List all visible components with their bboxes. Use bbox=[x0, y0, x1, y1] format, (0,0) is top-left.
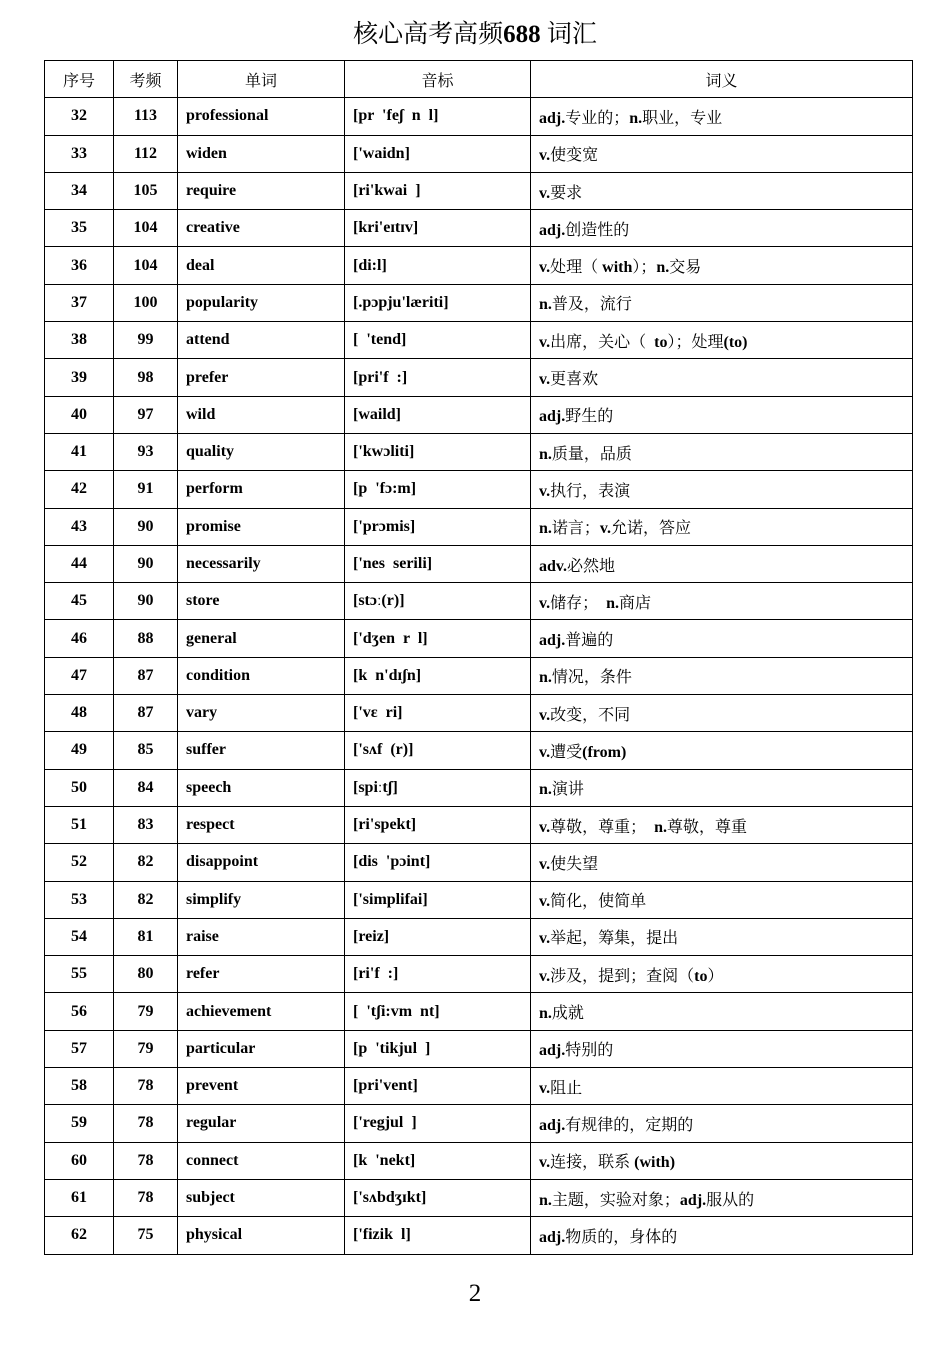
row-phonetic: [.pɔpju'læriti] bbox=[345, 284, 531, 321]
row-frequency: 112 bbox=[114, 135, 178, 172]
row-word: store bbox=[178, 583, 345, 620]
row-frequency: 113 bbox=[114, 98, 178, 135]
row-meaning bbox=[531, 98, 913, 135]
row-index: 32 bbox=[45, 98, 114, 135]
meaning-pos-tag: adj. bbox=[539, 1116, 566, 1134]
row-phonetic: [kri'eɪtɪv] bbox=[345, 210, 531, 247]
row-meaning bbox=[531, 508, 913, 545]
meaning-text: 允诺，答应 bbox=[611, 520, 692, 538]
meaning-pos-tag: v. bbox=[539, 930, 551, 948]
row-index: 42 bbox=[45, 471, 114, 508]
meaning-text: 尊敬，尊重； bbox=[550, 818, 655, 836]
row-frequency: 105 bbox=[114, 172, 178, 209]
meaning-pos-tag: v. bbox=[539, 855, 551, 873]
page-title bbox=[0, 18, 950, 52]
row-phonetic: ['regjul ] bbox=[345, 1105, 531, 1142]
meaning-pos-tag: v. bbox=[539, 184, 551, 202]
row-phonetic: [pri'vent] bbox=[345, 1068, 531, 1105]
header-word: 单词 bbox=[178, 61, 345, 98]
row-word: vary bbox=[178, 695, 345, 732]
row-word: prefer bbox=[178, 359, 345, 396]
meaning-text: ）； bbox=[632, 259, 657, 277]
row-phonetic: ['dʒen r l] bbox=[345, 620, 531, 657]
meaning-pos-tag: n. bbox=[654, 818, 668, 836]
table-row bbox=[45, 620, 913, 657]
row-phonetic: [pr 'feʃ n l] bbox=[345, 98, 531, 135]
row-meaning bbox=[531, 1030, 913, 1067]
meaning-text: 诺言； bbox=[551, 520, 600, 538]
meaning-pos-tag: v. bbox=[539, 371, 551, 389]
table-row bbox=[45, 322, 913, 359]
meaning-text: 普遍的 bbox=[565, 632, 614, 650]
table-row bbox=[45, 918, 913, 955]
table-row bbox=[45, 135, 913, 172]
row-word: require bbox=[178, 172, 345, 209]
row-meaning bbox=[531, 993, 913, 1030]
table-row bbox=[45, 695, 913, 732]
row-phonetic: [ 'tʃi:vm nt] bbox=[345, 993, 531, 1030]
row-word: general bbox=[178, 620, 345, 657]
meaning-text: 出席，关心（ bbox=[550, 333, 655, 351]
row-index: 44 bbox=[45, 545, 114, 582]
row-word: simplify bbox=[178, 881, 345, 918]
row-meaning bbox=[531, 844, 913, 881]
row-word: necessarily bbox=[178, 545, 345, 582]
row-meaning bbox=[531, 806, 913, 843]
row-word: respect bbox=[178, 806, 345, 843]
title-prefix: 核心高考高频 bbox=[353, 21, 504, 48]
row-word: promise bbox=[178, 508, 345, 545]
meaning-text: 储存； bbox=[550, 594, 607, 612]
table-row bbox=[45, 396, 913, 433]
meaning-text: 创造性的 bbox=[565, 221, 630, 239]
row-phonetic: ['fizik l] bbox=[345, 1217, 531, 1254]
meaning-text: 举起，筹集，提出 bbox=[550, 930, 679, 948]
meaning-pos-tag: v. bbox=[539, 706, 551, 724]
row-frequency: 104 bbox=[114, 247, 178, 284]
row-phonetic: [di:l] bbox=[345, 247, 531, 284]
vocabulary-table bbox=[44, 60, 913, 1255]
row-index: 47 bbox=[45, 657, 114, 694]
row-index: 55 bbox=[45, 956, 114, 993]
row-phonetic: [ri'spekt] bbox=[345, 806, 531, 843]
row-word: prevent bbox=[178, 1068, 345, 1105]
meaning-text: 连接，联系 bbox=[550, 1154, 635, 1172]
row-frequency: 78 bbox=[114, 1068, 178, 1105]
meaning-pos-tag: v. bbox=[539, 818, 551, 836]
row-frequency: 78 bbox=[114, 1142, 178, 1179]
row-index: 54 bbox=[45, 918, 114, 955]
row-index: 59 bbox=[45, 1105, 114, 1142]
row-phonetic: [ri'f :] bbox=[345, 956, 531, 993]
meaning-pos-tag: n. bbox=[539, 445, 552, 463]
row-phonetic: ['waidn] bbox=[345, 135, 531, 172]
meaning-text: 野生的 bbox=[565, 408, 614, 426]
meaning-pos-tag: v. bbox=[539, 893, 551, 911]
meaning-text: 职业，专业 bbox=[642, 109, 723, 127]
title-number: 688 bbox=[503, 21, 541, 48]
row-index: 38 bbox=[45, 322, 114, 359]
row-index: 49 bbox=[45, 732, 114, 769]
meaning-text: 交易 bbox=[669, 259, 702, 277]
row-meaning bbox=[531, 135, 913, 172]
table-row bbox=[45, 1179, 913, 1216]
row-word: attend bbox=[178, 322, 345, 359]
row-frequency: 75 bbox=[114, 1217, 178, 1254]
row-word: physical bbox=[178, 1217, 345, 1254]
row-meaning bbox=[531, 657, 913, 694]
row-word: popularity bbox=[178, 284, 345, 321]
row-meaning bbox=[531, 956, 913, 993]
meaning-text: 物质的，身体的 bbox=[565, 1228, 678, 1246]
table-row bbox=[45, 210, 913, 247]
row-index: 39 bbox=[45, 359, 114, 396]
row-word: refer bbox=[178, 956, 345, 993]
meaning-pos-tag: v. bbox=[539, 743, 551, 761]
meaning-text: 要求 bbox=[550, 184, 583, 202]
meaning-text: 改变，不同 bbox=[550, 706, 631, 724]
table-header-row bbox=[45, 61, 913, 98]
row-frequency: 84 bbox=[114, 769, 178, 806]
meaning-text: 执行，表演 bbox=[550, 482, 631, 500]
meaning-pos-tag: adj. bbox=[539, 408, 566, 426]
meaning-pos-tag: n. bbox=[629, 109, 643, 127]
table-row bbox=[45, 1217, 913, 1254]
row-phonetic: ['nes serili] bbox=[345, 545, 531, 582]
row-meaning bbox=[531, 284, 913, 321]
row-phonetic: [waild] bbox=[345, 396, 531, 433]
row-phonetic: [pri'f :] bbox=[345, 359, 531, 396]
row-word: deal bbox=[178, 247, 345, 284]
row-index: 62 bbox=[45, 1217, 114, 1254]
meaning-pos-tag: n. bbox=[539, 296, 552, 314]
meaning-text: 阻止 bbox=[550, 1079, 583, 1097]
table-row bbox=[45, 993, 913, 1030]
row-frequency: 82 bbox=[114, 844, 178, 881]
row-frequency: 91 bbox=[114, 471, 178, 508]
meaning-text: 特别的 bbox=[565, 1042, 614, 1060]
row-index: 33 bbox=[45, 135, 114, 172]
row-phonetic: [k 'nekt] bbox=[345, 1142, 531, 1179]
row-frequency: 90 bbox=[114, 583, 178, 620]
row-index: 48 bbox=[45, 695, 114, 732]
row-word: subject bbox=[178, 1179, 345, 1216]
meaning-text: 处理（ bbox=[550, 259, 603, 277]
row-frequency: 80 bbox=[114, 956, 178, 993]
meaning-pos-tag: adj. bbox=[539, 109, 566, 127]
row-frequency: 82 bbox=[114, 881, 178, 918]
meaning-pos-tag: n. bbox=[539, 1191, 552, 1209]
table-row bbox=[45, 433, 913, 470]
header-frequency: 考频 bbox=[114, 61, 178, 98]
meaning-text: 主题，实验对象； bbox=[551, 1191, 680, 1209]
row-index: 36 bbox=[45, 247, 114, 284]
meaning-pos-tag: v. bbox=[539, 259, 551, 277]
row-meaning bbox=[531, 396, 913, 433]
meaning-pos-tag: adj. bbox=[539, 632, 566, 650]
table-row bbox=[45, 1068, 913, 1105]
row-word: regular bbox=[178, 1105, 345, 1142]
table-row bbox=[45, 359, 913, 396]
meaning-pos-tag: (to) bbox=[723, 333, 748, 351]
row-frequency: 83 bbox=[114, 806, 178, 843]
meaning-pos-tag: n. bbox=[539, 781, 552, 799]
row-meaning bbox=[531, 1142, 913, 1179]
row-index: 43 bbox=[45, 508, 114, 545]
row-frequency: 79 bbox=[114, 993, 178, 1030]
row-phonetic: [p 'tikjul ] bbox=[345, 1030, 531, 1067]
meaning-text: 情况，条件 bbox=[551, 669, 632, 687]
row-word: particular bbox=[178, 1030, 345, 1067]
meaning-pos-tag: with bbox=[602, 259, 633, 277]
meaning-text: 有规律的，定期的 bbox=[565, 1116, 694, 1134]
table-row bbox=[45, 844, 913, 881]
row-frequency: 99 bbox=[114, 322, 178, 359]
row-index: 41 bbox=[45, 433, 114, 470]
meaning-pos-tag: v. bbox=[599, 520, 612, 538]
table-row bbox=[45, 1105, 913, 1142]
table-row bbox=[45, 471, 913, 508]
row-frequency: 104 bbox=[114, 210, 178, 247]
meaning-pos-tag: to bbox=[694, 967, 708, 985]
meaning-text: ）；处理 bbox=[667, 333, 724, 351]
row-index: 51 bbox=[45, 806, 114, 843]
row-phonetic: [k n'dɪʃn] bbox=[345, 657, 531, 694]
row-frequency: 78 bbox=[114, 1179, 178, 1216]
row-frequency: 97 bbox=[114, 396, 178, 433]
meaning-pos-tag: (from) bbox=[582, 743, 627, 761]
table-row bbox=[45, 172, 913, 209]
row-meaning bbox=[531, 545, 913, 582]
meaning-text: 简化，使简单 bbox=[550, 893, 647, 911]
row-frequency: 79 bbox=[114, 1030, 178, 1067]
row-meaning bbox=[531, 322, 913, 359]
row-meaning bbox=[531, 1105, 913, 1142]
row-meaning bbox=[531, 769, 913, 806]
meaning-pos-tag: v. bbox=[539, 482, 551, 500]
row-phonetic: [dis 'pɔint] bbox=[345, 844, 531, 881]
row-meaning bbox=[531, 210, 913, 247]
row-word: achievement bbox=[178, 993, 345, 1030]
table-row bbox=[45, 657, 913, 694]
row-phonetic: ['simplifai] bbox=[345, 881, 531, 918]
row-word: professional bbox=[178, 98, 345, 135]
row-frequency: 87 bbox=[114, 695, 178, 732]
row-phonetic: [ri'kwai ] bbox=[345, 172, 531, 209]
header-meaning: 词义 bbox=[531, 61, 913, 98]
row-phonetic: [spiːtʃ] bbox=[345, 769, 531, 806]
row-index: 34 bbox=[45, 172, 114, 209]
meaning-pos-tag: adj. bbox=[539, 1042, 566, 1060]
row-frequency: 88 bbox=[114, 620, 178, 657]
table-row bbox=[45, 769, 913, 806]
table-row bbox=[45, 247, 913, 284]
meaning-pos-tag: n. bbox=[656, 259, 670, 277]
meaning-text: 尊敬，尊重 bbox=[667, 818, 748, 836]
row-word: disappoint bbox=[178, 844, 345, 881]
table-row bbox=[45, 1030, 913, 1067]
meaning-pos-tag: v. bbox=[539, 147, 551, 165]
table-row bbox=[45, 1142, 913, 1179]
row-meaning bbox=[531, 583, 913, 620]
meaning-text: 质量，品质 bbox=[551, 445, 632, 463]
row-word: wild bbox=[178, 396, 345, 433]
meaning-text: 涉及，提到；查阅（ bbox=[550, 967, 695, 985]
title-suffix: 词汇 bbox=[546, 21, 597, 48]
meaning-pos-tag: n. bbox=[539, 669, 552, 687]
row-meaning bbox=[531, 695, 913, 732]
row-index: 52 bbox=[45, 844, 114, 881]
meaning-pos-tag: n. bbox=[606, 594, 620, 612]
row-index: 50 bbox=[45, 769, 114, 806]
row-word: raise bbox=[178, 918, 345, 955]
meaning-pos-tag: adv. bbox=[539, 557, 568, 575]
meaning-text: 普及，流行 bbox=[551, 296, 632, 314]
row-index: 61 bbox=[45, 1179, 114, 1216]
meaning-text: 更喜欢 bbox=[550, 371, 599, 389]
row-word: perform bbox=[178, 471, 345, 508]
row-index: 56 bbox=[45, 993, 114, 1030]
row-meaning bbox=[531, 1217, 913, 1254]
meaning-pos-tag: v. bbox=[539, 967, 551, 985]
row-frequency: 81 bbox=[114, 918, 178, 955]
table-row bbox=[45, 98, 913, 135]
table-row bbox=[45, 806, 913, 843]
row-phonetic: ['vɛ ri] bbox=[345, 695, 531, 732]
meaning-text: 必然地 bbox=[567, 557, 616, 575]
row-frequency: 87 bbox=[114, 657, 178, 694]
meaning-pos-tag: adj. bbox=[539, 221, 566, 239]
row-meaning bbox=[531, 620, 913, 657]
row-meaning bbox=[531, 732, 913, 769]
table-row bbox=[45, 956, 913, 993]
row-frequency: 90 bbox=[114, 508, 178, 545]
row-phonetic: [reiz] bbox=[345, 918, 531, 955]
row-frequency: 93 bbox=[114, 433, 178, 470]
row-meaning bbox=[531, 918, 913, 955]
row-word: condition bbox=[178, 657, 345, 694]
row-word: creative bbox=[178, 210, 345, 247]
meaning-pos-tag: v. bbox=[539, 333, 551, 351]
row-index: 45 bbox=[45, 583, 114, 620]
row-word: suffer bbox=[178, 732, 345, 769]
row-index: 57 bbox=[45, 1030, 114, 1067]
table-row bbox=[45, 881, 913, 918]
row-phonetic: ['prɔmis] bbox=[345, 508, 531, 545]
header-index: 序号 bbox=[45, 61, 114, 98]
row-phonetic: ['kwɔliti] bbox=[345, 433, 531, 470]
table-row bbox=[45, 508, 913, 545]
row-meaning bbox=[531, 471, 913, 508]
meaning-text: 专业的； bbox=[565, 109, 630, 127]
row-phonetic: [p 'fɔ:m] bbox=[345, 471, 531, 508]
row-frequency: 98 bbox=[114, 359, 178, 396]
row-phonetic: ['sʌf (r)] bbox=[345, 732, 531, 769]
meaning-text: 成就 bbox=[551, 1005, 584, 1023]
table-row bbox=[45, 545, 913, 582]
page-number: 2 bbox=[468, 1280, 482, 1307]
meaning-pos-tag: adj. bbox=[679, 1191, 707, 1209]
row-meaning bbox=[531, 1068, 913, 1105]
row-index: 60 bbox=[45, 1142, 114, 1179]
meaning-pos-tag: v. bbox=[539, 594, 551, 612]
row-index: 46 bbox=[45, 620, 114, 657]
row-word: widen bbox=[178, 135, 345, 172]
row-phonetic: ['sʌbdʒɪkt] bbox=[345, 1179, 531, 1216]
meaning-text: 使失望 bbox=[550, 855, 599, 873]
row-index: 40 bbox=[45, 396, 114, 433]
meaning-text: 商店 bbox=[619, 594, 652, 612]
row-meaning bbox=[531, 247, 913, 284]
table-row bbox=[45, 284, 913, 321]
meaning-pos-tag: n. bbox=[539, 1005, 552, 1023]
meaning-text: 使变宽 bbox=[550, 147, 599, 165]
row-word: connect bbox=[178, 1142, 345, 1179]
row-frequency: 85 bbox=[114, 732, 178, 769]
meaning-pos-tag: (with) bbox=[634, 1154, 676, 1172]
row-word: speech bbox=[178, 769, 345, 806]
row-frequency: 78 bbox=[114, 1105, 178, 1142]
table-row bbox=[45, 583, 913, 620]
row-meaning bbox=[531, 1179, 913, 1216]
meaning-text: 演讲 bbox=[551, 781, 584, 799]
table-row bbox=[45, 732, 913, 769]
row-index: 37 bbox=[45, 284, 114, 321]
meaning-text: ） bbox=[707, 967, 724, 985]
meaning-text: 遭受 bbox=[550, 743, 583, 761]
meaning-pos-tag: n. bbox=[539, 520, 552, 538]
row-frequency: 100 bbox=[114, 284, 178, 321]
meaning-pos-tag: adj. bbox=[539, 1228, 566, 1246]
row-meaning bbox=[531, 359, 913, 396]
row-meaning bbox=[531, 172, 913, 209]
meaning-pos-tag: v. bbox=[539, 1079, 551, 1097]
row-phonetic: [ 'tend] bbox=[345, 322, 531, 359]
row-index: 53 bbox=[45, 881, 114, 918]
row-word: quality bbox=[178, 433, 345, 470]
header-phonetic: 音标 bbox=[345, 61, 531, 98]
row-phonetic: [stɔː(r)] bbox=[345, 583, 531, 620]
row-meaning bbox=[531, 881, 913, 918]
meaning-text: 服从的 bbox=[706, 1191, 755, 1209]
row-meaning bbox=[531, 433, 913, 470]
meaning-pos-tag: to bbox=[654, 333, 668, 351]
row-frequency: 90 bbox=[114, 545, 178, 582]
meaning-pos-tag: v. bbox=[539, 1154, 551, 1172]
row-index: 58 bbox=[45, 1068, 114, 1105]
table-body bbox=[45, 98, 913, 1254]
row-index: 35 bbox=[45, 210, 114, 247]
